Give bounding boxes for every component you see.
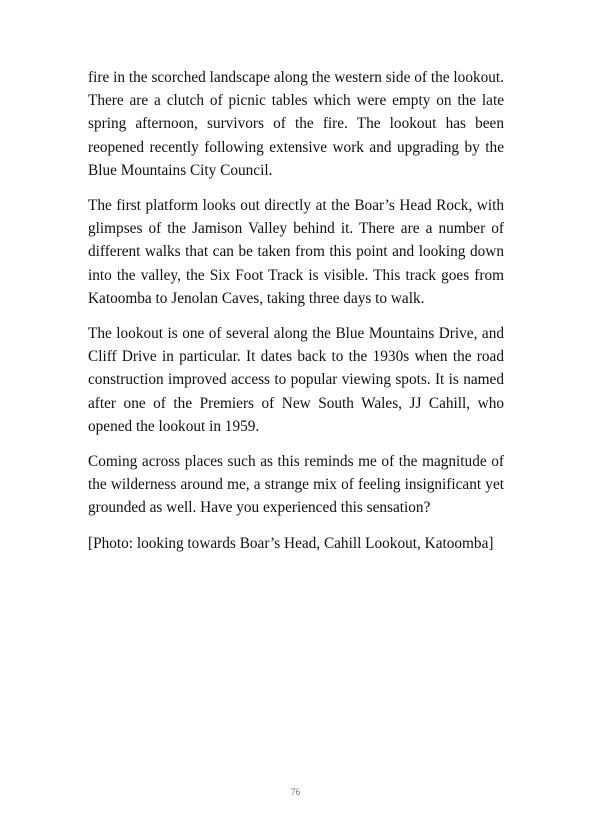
photo-caption: [Photo: looking towards Boar’s Head, Cahill Lookout, Katoomba] bbox=[88, 534, 494, 552]
paragraph-2: The first platform looks out directly at the Boar’s Head Rock, with glimpses of the Jamison Valley behind it. There are a number of different walks that can be taken from this point and looking down into the valley, the Six Foot Track is visible. This track goes from Katoomba to Jenolan Caves, taking three days to walk. bbox=[88, 197, 504, 307]
body-text bbox=[88, 66, 504, 567]
paragraph-4: Coming across places such as this reminds me of the magnitude of the wilderness around me, a strange mix of feeling insignificant yet grounded as well. Have you experienced this sensation? bbox=[88, 453, 504, 517]
paragraph-3: The lookout is one of several along the Blue Mountains Drive, and Cliff Drive in particular. It dates back to the 1930s when the road construction improved access to popular viewing spots. It is named after one of the Premiers of New South Wales, JJ Cahill, who opened the lookout in 1959. bbox=[88, 325, 504, 435]
paragraph-1: fire in the scorched landscape along the western side of the lookout. There are a clutch of picnic tables which were empty on the late spring afternoon, survivors of the fire. The lookout has been reopened recently following extensive work and upgrading by the Blue Mountains City Council. bbox=[88, 69, 504, 179]
page-number: 76 bbox=[291, 787, 300, 797]
